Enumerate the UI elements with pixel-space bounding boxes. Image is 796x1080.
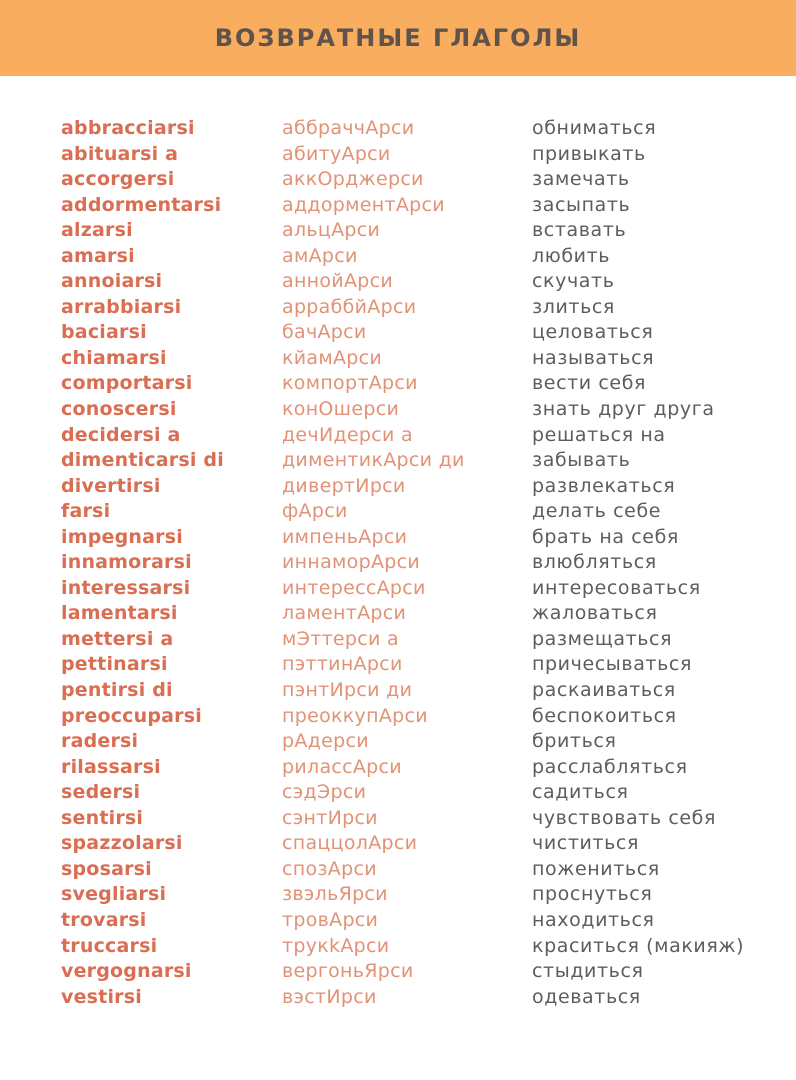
verb-row <box>61 729 796 755</box>
russian-translation: бриться <box>532 730 617 753</box>
italian-verb: pentirsi di <box>61 679 173 702</box>
verb-row <box>61 576 796 602</box>
italian-verb: addormentarsi <box>61 193 222 216</box>
verb-row <box>61 704 796 730</box>
russian-translation: обниматься <box>532 117 657 139</box>
russian-translation: развлекаться <box>532 474 676 497</box>
russian-translation: пожениться <box>532 857 660 880</box>
transliteration: конОшерси <box>282 398 400 421</box>
russian-translation: одеваться <box>532 985 641 1008</box>
russian-translation: чувствовать себя <box>532 806 717 829</box>
italian-verb: pettinarsi <box>61 653 168 676</box>
transliteration: спозАрси <box>282 857 377 880</box>
transliteration: импеньАрси <box>282 525 408 548</box>
italian-verb: preoccuparsi <box>61 704 202 727</box>
verb-row <box>61 652 796 678</box>
verb-row <box>61 193 796 219</box>
russian-translation: замечать <box>532 168 630 191</box>
transliteration: фАрси <box>282 500 348 523</box>
transliteration: сэдЭрси <box>282 781 367 804</box>
transliteration: тровАрси <box>282 908 379 931</box>
transliteration: компортАрси <box>282 372 418 395</box>
transliteration: пэттинАрси <box>282 653 403 676</box>
verb-row <box>61 218 796 244</box>
verb-row <box>61 780 796 806</box>
transliteration: сэнтИрси <box>282 806 378 829</box>
transliteration: вэстИрси <box>282 985 377 1008</box>
italian-verb: svegliarsi <box>61 883 167 906</box>
italian-verb: trovarsi <box>61 908 147 931</box>
italian-verb: decidersi a <box>61 423 181 446</box>
transliteration: трукkАрси <box>282 934 390 957</box>
russian-translation: чиститься <box>532 832 639 855</box>
transliteration: пэнтИрси ди <box>282 679 413 702</box>
russian-translation: любить <box>532 244 611 267</box>
verb-row <box>61 934 796 960</box>
transliteration: звэльЯрси <box>282 883 388 906</box>
verb-row <box>61 142 796 168</box>
russian-translation: вставать <box>532 219 627 242</box>
transliteration: аннойАрси <box>282 270 394 293</box>
transliteration: амАрси <box>282 244 358 267</box>
russian-translation: размещаться <box>532 627 673 650</box>
transliteration: рАдерси <box>282 730 369 753</box>
russian-translation: беспокоиться <box>532 704 677 727</box>
italian-verb: arrabbiarsi <box>61 295 182 318</box>
verb-row <box>61 116 796 142</box>
russian-translation: интересоваться <box>532 576 701 599</box>
transliteration: абитуАрси <box>282 142 391 165</box>
italian-verb: sedersi <box>61 781 141 804</box>
russian-translation: решаться на <box>532 423 666 446</box>
transliteration: иннаморАрси <box>282 551 421 574</box>
verb-row <box>61 397 796 423</box>
russian-translation: злиться <box>532 295 615 318</box>
russian-translation: жаловаться <box>532 602 658 625</box>
verb-row <box>61 244 796 270</box>
italian-verb: innamorarsi <box>61 551 192 574</box>
russian-translation: причесываться <box>532 653 692 676</box>
transliteration: вергоньЯрси <box>282 960 414 983</box>
italian-verb: vestirsi <box>61 985 142 1008</box>
russian-translation: находиться <box>532 908 655 931</box>
russian-translation: расслабляться <box>532 755 688 778</box>
transliteration: рилассАрси <box>282 755 402 778</box>
russian-translation: проснуться <box>532 883 653 906</box>
verb-row <box>61 985 796 1011</box>
italian-verb: interessarsi <box>61 576 191 599</box>
russian-translation: забывать <box>532 449 631 472</box>
italian-verb: mettersi a <box>61 627 174 650</box>
verb-row <box>61 499 796 525</box>
russian-translation: делать себе <box>532 500 662 523</box>
verb-row <box>61 269 796 295</box>
verb-row <box>61 320 796 346</box>
italian-verb: vergognarsi <box>61 960 192 983</box>
russian-translation: привыкать <box>532 142 646 165</box>
verb-row <box>61 908 796 934</box>
italian-verb: sposarsi <box>61 857 152 880</box>
verb-row <box>61 857 796 883</box>
italian-verb: amarsi <box>61 244 135 267</box>
italian-verb: abbracciarsi <box>61 117 195 139</box>
italian-verb: baciarsi <box>61 321 147 344</box>
transliteration: интерессАрси <box>282 576 426 599</box>
verb-row <box>61 882 796 908</box>
verb-row <box>61 678 796 704</box>
italian-verb: spazzolarsi <box>61 832 183 855</box>
italian-verb: comportarsi <box>61 372 193 395</box>
verb-row <box>61 423 796 449</box>
russian-translation: называться <box>532 346 655 369</box>
italian-verb: rilassarsi <box>61 755 161 778</box>
italian-verb: sentirsi <box>61 806 144 829</box>
italian-verb: farsi <box>61 500 111 523</box>
italian-verb: dimenticarsi di <box>61 449 224 472</box>
italian-verb: accorgersi <box>61 168 175 191</box>
russian-translation: брать на себя <box>532 525 679 548</box>
italian-verb: abituarsi a <box>61 142 179 165</box>
verb-row <box>61 525 796 551</box>
transliteration: бачАрси <box>282 321 367 344</box>
transliteration: мЭттерси а <box>282 627 399 650</box>
italian-verb: annoiarsi <box>61 270 163 293</box>
verb-row <box>61 755 796 781</box>
russian-translation: знать друг друга <box>532 398 715 421</box>
page-title: ВОЗВРАТНЫЕ ГЛАГОЛЫ <box>214 24 582 52</box>
transliteration: аббраччАрси <box>282 117 415 139</box>
verb-row <box>61 806 796 832</box>
transliteration: спаццолАрси <box>282 832 418 855</box>
transliteration: дивертИрси <box>282 474 406 497</box>
transliteration: диментикАрси ди <box>282 449 465 472</box>
verb-row <box>61 474 796 500</box>
transliteration: арраббйАрси <box>282 295 417 318</box>
russian-translation: раскаиваться <box>532 679 676 702</box>
verb-row <box>61 346 796 372</box>
italian-verb: conoscersi <box>61 398 177 421</box>
header-banner <box>0 0 796 76</box>
transliteration: дечИдерси а <box>282 423 413 446</box>
italian-verb: truccarsi <box>61 934 158 957</box>
transliteration: аддорментАрси <box>282 193 445 216</box>
russian-translation: целоваться <box>532 321 654 344</box>
italian-verb: lamentarsi <box>61 602 178 625</box>
verb-list <box>61 116 796 1010</box>
verb-row <box>61 295 796 321</box>
verb-row <box>61 371 796 397</box>
transliteration: кйамАрси <box>282 346 383 369</box>
transliteration: преоккупАрси <box>282 704 428 727</box>
russian-translation: скучать <box>532 270 615 293</box>
transliteration: ламентАрси <box>282 602 407 625</box>
verb-row <box>61 167 796 193</box>
russian-translation: стыдиться <box>532 960 644 983</box>
verb-row <box>61 831 796 857</box>
transliteration: аккОрджерси <box>282 168 424 191</box>
russian-translation: влюбляться <box>532 551 657 574</box>
verb-row <box>61 601 796 627</box>
verb-row <box>61 959 796 985</box>
verb-row <box>61 550 796 576</box>
verb-row <box>61 448 796 474</box>
italian-verb: alzarsi <box>61 219 133 242</box>
russian-translation: засыпать <box>532 193 631 216</box>
italian-verb: divertirsi <box>61 474 161 497</box>
italian-verb: impegnarsi <box>61 525 183 548</box>
italian-verb: radersi <box>61 730 139 753</box>
italian-verb: chiamarsi <box>61 346 167 369</box>
verb-row <box>61 627 796 653</box>
russian-translation: вести себя <box>532 372 647 395</box>
russian-translation: садиться <box>532 781 629 804</box>
transliteration: альцАрси <box>282 219 381 242</box>
russian-translation: краситься (макияж) <box>532 934 745 957</box>
